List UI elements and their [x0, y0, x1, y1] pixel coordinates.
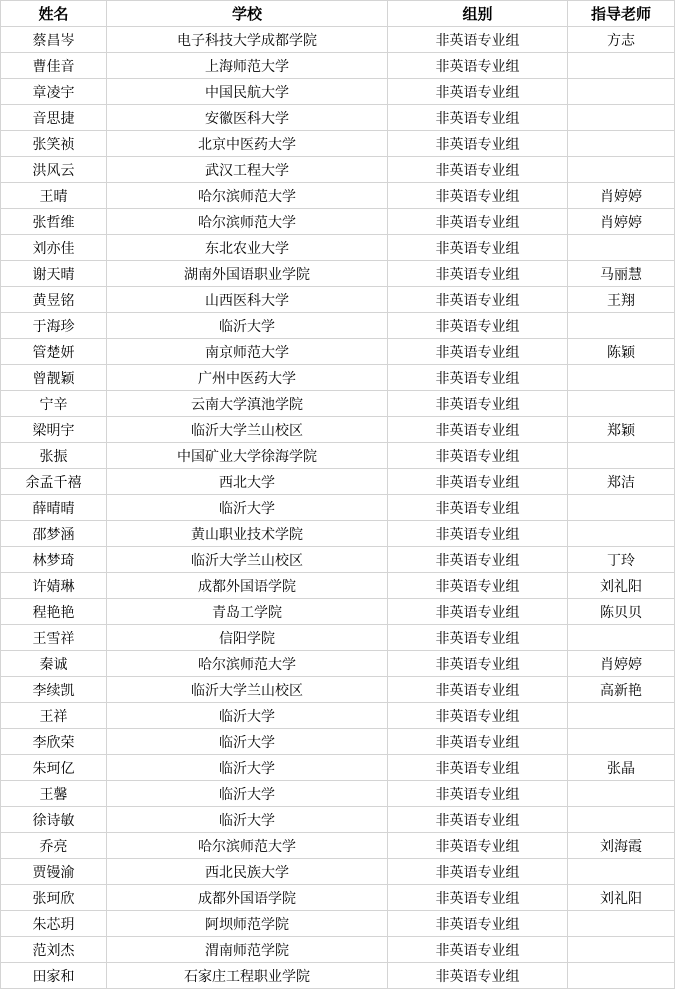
cell-name: 秦诚: [1, 651, 107, 677]
cell-school: 上海师范大学: [107, 53, 388, 79]
cell-school: 成都外国语学院: [107, 885, 388, 911]
cell-school: 北京中医药大学: [107, 131, 388, 157]
cell-teacher: [568, 105, 675, 131]
cell-school: 东北农业大学: [107, 235, 388, 261]
table-row: [1, 365, 675, 391]
cell-group: 非英语专业组: [388, 833, 568, 859]
table-row: [1, 209, 675, 235]
table-row: [1, 79, 675, 105]
cell-name: 王晴: [1, 183, 107, 209]
cell-school: 武汉工程大学: [107, 157, 388, 183]
cell-name: 李续凯: [1, 677, 107, 703]
cell-group: 非英语专业组: [388, 209, 568, 235]
cell-school: 临沂大学兰山校区: [107, 547, 388, 573]
table-row: [1, 625, 675, 651]
cell-school: 安徽医科大学: [107, 105, 388, 131]
table-row: [1, 443, 675, 469]
cell-group: 非英语专业组: [388, 781, 568, 807]
cell-name: 余孟千禧: [1, 469, 107, 495]
cell-group: 非英语专业组: [388, 417, 568, 443]
table-row: [1, 885, 675, 911]
cell-school: 云南大学滇池学院: [107, 391, 388, 417]
cell-name: 洪风云: [1, 157, 107, 183]
cell-group: 非英语专业组: [388, 625, 568, 651]
table-row: [1, 573, 675, 599]
cell-name: 张振: [1, 443, 107, 469]
cell-school: 中国矿业大学徐海学院: [107, 443, 388, 469]
cell-group: 非英语专业组: [388, 105, 568, 131]
cell-group: 非英语专业组: [388, 885, 568, 911]
cell-teacher: 刘海霞: [568, 833, 675, 859]
table-row: [1, 937, 675, 963]
cell-teacher: [568, 911, 675, 937]
table-row: [1, 651, 675, 677]
table-row: [1, 521, 675, 547]
table-row: [1, 131, 675, 157]
table-row: [1, 807, 675, 833]
cell-teacher: 方志: [568, 27, 675, 53]
cell-teacher: [568, 625, 675, 651]
cell-school: 黄山职业技术学院: [107, 521, 388, 547]
cell-teacher: [568, 157, 675, 183]
table-header-row: [1, 1, 675, 27]
table-row: [1, 27, 675, 53]
cell-teacher: 郑洁: [568, 469, 675, 495]
cell-school: 广州中医药大学: [107, 365, 388, 391]
cell-school: 临沂大学: [107, 313, 388, 339]
cell-school: 哈尔滨师范大学: [107, 833, 388, 859]
cell-group: 非英语专业组: [388, 469, 568, 495]
cell-name: 张哲维: [1, 209, 107, 235]
cell-school: 哈尔滨师范大学: [107, 651, 388, 677]
cell-school: 南京师范大学: [107, 339, 388, 365]
cell-school: 临沂大学: [107, 781, 388, 807]
cell-group: 非英语专业组: [388, 729, 568, 755]
cell-name: 薛晴晴: [1, 495, 107, 521]
cell-group: 非英语专业组: [388, 235, 568, 261]
cell-group: 非英语专业组: [388, 573, 568, 599]
cell-group: 非英语专业组: [388, 391, 568, 417]
cell-teacher: 陈颖: [568, 339, 675, 365]
table-row: [1, 729, 675, 755]
table-row: [1, 339, 675, 365]
cell-school: 临沂大学兰山校区: [107, 677, 388, 703]
cell-school: 成都外国语学院: [107, 573, 388, 599]
cell-name: 王雪祥: [1, 625, 107, 651]
cell-school: 哈尔滨师范大学: [107, 183, 388, 209]
cell-teacher: 高新艳: [568, 677, 675, 703]
header-group: 组别: [388, 1, 568, 27]
cell-name: 李欣荣: [1, 729, 107, 755]
cell-group: 非英语专业组: [388, 495, 568, 521]
cell-name: 乔亮: [1, 833, 107, 859]
cell-teacher: 刘礼阳: [568, 885, 675, 911]
cell-teacher: 肖婷婷: [568, 209, 675, 235]
cell-teacher: [568, 443, 675, 469]
cell-group: 非英语专业组: [388, 27, 568, 53]
table-row: [1, 235, 675, 261]
cell-name: 田家和: [1, 963, 107, 989]
cell-name: 王祥: [1, 703, 107, 729]
cell-name: 梁明宇: [1, 417, 107, 443]
cell-group: 非英语专业组: [388, 963, 568, 989]
cell-teacher: [568, 131, 675, 157]
cell-group: 非英语专业组: [388, 859, 568, 885]
cell-group: 非英语专业组: [388, 807, 568, 833]
cell-group: 非英语专业组: [388, 443, 568, 469]
cell-teacher: [568, 79, 675, 105]
cell-group: 非英语专业组: [388, 79, 568, 105]
cell-group: 非英语专业组: [388, 599, 568, 625]
cell-group: 非英语专业组: [388, 157, 568, 183]
table-row: [1, 261, 675, 287]
cell-group: 非英语专业组: [388, 339, 568, 365]
cell-name: 朱芯玥: [1, 911, 107, 937]
table-row: [1, 183, 675, 209]
table-row: [1, 911, 675, 937]
cell-group: 非英语专业组: [388, 287, 568, 313]
cell-group: 非英语专业组: [388, 313, 568, 339]
cell-group: 非英语专业组: [388, 365, 568, 391]
cell-teacher: 肖婷婷: [568, 183, 675, 209]
cell-teacher: [568, 859, 675, 885]
cell-school: 临沂大学: [107, 729, 388, 755]
cell-group: 非英语专业组: [388, 911, 568, 937]
cell-teacher: 张晶: [568, 755, 675, 781]
table-row: [1, 547, 675, 573]
cell-teacher: 马丽慧: [568, 261, 675, 287]
cell-group: 非英语专业组: [388, 261, 568, 287]
cell-name: 黄昱铭: [1, 287, 107, 313]
cell-teacher: [568, 365, 675, 391]
table-row: [1, 755, 675, 781]
cell-teacher: [568, 807, 675, 833]
table-row: [1, 287, 675, 313]
cell-group: 非英语专业组: [388, 183, 568, 209]
cell-teacher: 王翔: [568, 287, 675, 313]
table-row: [1, 313, 675, 339]
cell-name: 刘亦佳: [1, 235, 107, 261]
table-row: [1, 677, 675, 703]
cell-teacher: [568, 235, 675, 261]
cell-name: 于海珍: [1, 313, 107, 339]
cell-school: 临沂大学: [107, 807, 388, 833]
table-row: [1, 495, 675, 521]
cell-teacher: [568, 313, 675, 339]
table-row: [1, 157, 675, 183]
cell-name: 范刘杰: [1, 937, 107, 963]
cell-school: 临沂大学: [107, 495, 388, 521]
cell-teacher: [568, 703, 675, 729]
cell-name: 管楚妍: [1, 339, 107, 365]
cell-school: 西北民族大学: [107, 859, 388, 885]
cell-teacher: 丁玲: [568, 547, 675, 573]
cell-group: 非英语专业组: [388, 521, 568, 547]
cell-name: 贾镘渝: [1, 859, 107, 885]
cell-school: 青岛工学院: [107, 599, 388, 625]
cell-teacher: 郑颖: [568, 417, 675, 443]
table-body: [1, 27, 675, 989]
cell-teacher: [568, 495, 675, 521]
cell-name: 蔡昌岑: [1, 27, 107, 53]
cell-group: 非英语专业组: [388, 131, 568, 157]
cell-name: 章凌宇: [1, 79, 107, 105]
cell-name: 王馨: [1, 781, 107, 807]
header-name: 姓名: [1, 1, 107, 27]
header-teacher: 指导老师: [568, 1, 675, 27]
table-row: [1, 599, 675, 625]
cell-group: 非英语专业组: [388, 651, 568, 677]
cell-school: 山西医科大学: [107, 287, 388, 313]
cell-name: 张笑祯: [1, 131, 107, 157]
cell-school: 渭南师范学院: [107, 937, 388, 963]
cell-school: 临沂大学: [107, 755, 388, 781]
cell-teacher: 刘礼阳: [568, 573, 675, 599]
cell-school: 西北大学: [107, 469, 388, 495]
table-row: [1, 469, 675, 495]
cell-group: 非英语专业组: [388, 755, 568, 781]
cell-teacher: 陈贝贝: [568, 599, 675, 625]
table-row: [1, 391, 675, 417]
cell-name: 音思捷: [1, 105, 107, 131]
cell-teacher: 肖婷婷: [568, 651, 675, 677]
table-row: [1, 53, 675, 79]
cell-teacher: [568, 391, 675, 417]
cell-school: 湖南外国语职业学院: [107, 261, 388, 287]
cell-name: 谢天晴: [1, 261, 107, 287]
cell-name: 许婧琳: [1, 573, 107, 599]
cell-school: 信阳学院: [107, 625, 388, 651]
cell-name: 邵梦涵: [1, 521, 107, 547]
cell-name: 林梦琦: [1, 547, 107, 573]
cell-name: 张珂欣: [1, 885, 107, 911]
cell-teacher: [568, 781, 675, 807]
header-school: 学校: [107, 1, 388, 27]
table-row: [1, 781, 675, 807]
cell-name: 宁辛: [1, 391, 107, 417]
table-row: [1, 859, 675, 885]
cell-teacher: [568, 937, 675, 963]
cell-group: 非英语专业组: [388, 937, 568, 963]
cell-teacher: [568, 963, 675, 989]
cell-name: 程艳艳: [1, 599, 107, 625]
cell-teacher: [568, 53, 675, 79]
cell-school: 阿坝师范学院: [107, 911, 388, 937]
table-row: [1, 833, 675, 859]
cell-school: 临沂大学兰山校区: [107, 417, 388, 443]
cell-school: 电子科技大学成都学院: [107, 27, 388, 53]
table-row: [1, 963, 675, 989]
cell-name: 朱珂亿: [1, 755, 107, 781]
cell-school: 哈尔滨师范大学: [107, 209, 388, 235]
cell-group: 非英语专业组: [388, 703, 568, 729]
cell-school: 中国民航大学: [107, 79, 388, 105]
cell-teacher: [568, 521, 675, 547]
cell-group: 非英语专业组: [388, 547, 568, 573]
cell-teacher: [568, 729, 675, 755]
table-row: [1, 703, 675, 729]
cell-school: 石家庄工程职业学院: [107, 963, 388, 989]
table-row: [1, 417, 675, 443]
cell-school: 临沂大学: [107, 703, 388, 729]
cell-name: 曾靓颖: [1, 365, 107, 391]
table-row: [1, 105, 675, 131]
cell-name: 徐诗敏: [1, 807, 107, 833]
cell-group: 非英语专业组: [388, 677, 568, 703]
cell-group: 非英语专业组: [388, 53, 568, 79]
cell-name: 曹佳音: [1, 53, 107, 79]
